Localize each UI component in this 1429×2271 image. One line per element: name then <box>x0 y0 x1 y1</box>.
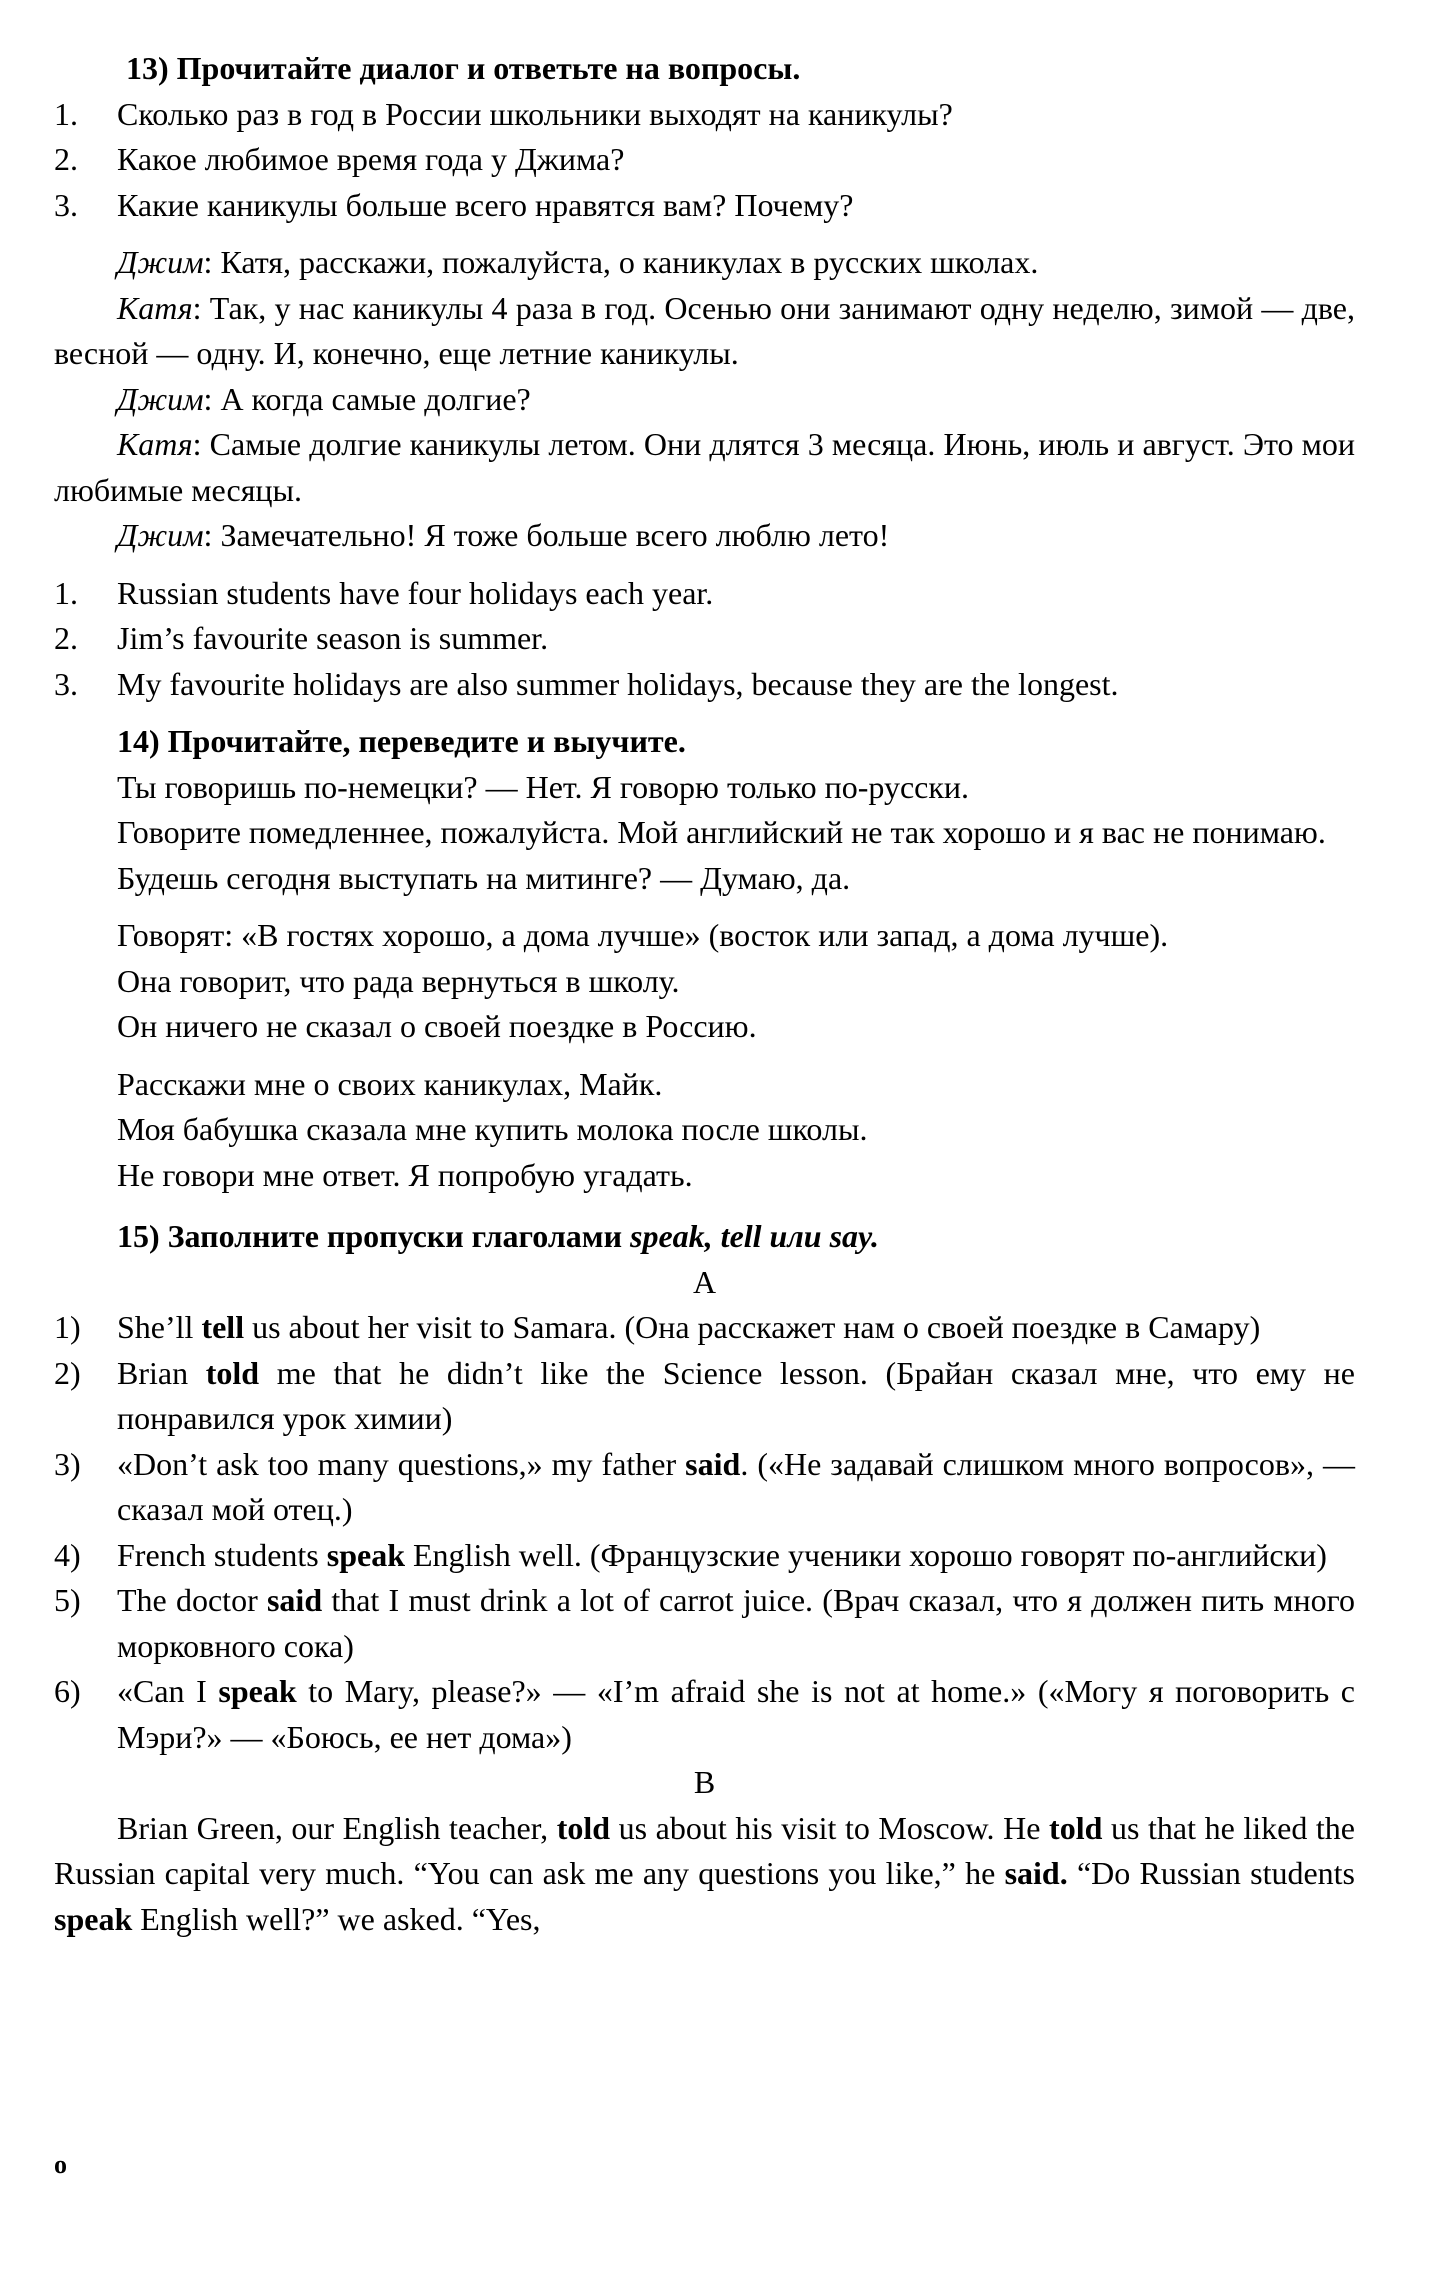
speaker-name: Катя <box>117 426 193 462</box>
bold-answer-word: tell <box>201 1309 245 1345</box>
item-text: Какое любимое время года у Джима? <box>117 141 625 177</box>
fill-in-item <box>54 1442 1355 1533</box>
dialog-line <box>54 377 1355 423</box>
exercise-13-answers <box>54 571 1355 708</box>
sentence: Говорите помедленнее, пожалуйста. Мой английский не так хорошо и я вас не понимаю. <box>117 814 1326 850</box>
dialog-text: : Замечательно! Я тоже больше всего люблю лето! <box>203 517 890 553</box>
fill-in-item <box>54 1533 1355 1579</box>
text-segment: Brian Green, our English teacher, <box>117 1809 557 1846</box>
item-text <box>117 1669 1355 1760</box>
exercise-13-heading: 13) Прочитайте диалог и ответьте на вопросы. <box>126 50 801 86</box>
speaker-name: Джим <box>117 244 204 280</box>
text-segment: English well?” we asked. “Yes, <box>132 1900 541 1937</box>
bold-answer-word: said <box>266 1582 323 1618</box>
item-number: 6) <box>54 1673 81 1709</box>
item-text <box>117 1305 1355 1351</box>
text-segment: French students <box>117 1536 327 1573</box>
item-text: Jim’s favourite season is summer. <box>117 620 549 656</box>
bold-answer-word: told <box>205 1354 260 1391</box>
item-number: 3) <box>54 1445 81 1482</box>
text-segment: She’ll <box>117 1309 202 1345</box>
speaker-name: Катя <box>117 289 193 326</box>
item-number: 2. <box>54 141 78 177</box>
bold-answer-word: told <box>1049 1809 1103 1846</box>
dialog-line <box>54 286 1355 377</box>
exercise-15-items <box>54 1305 1355 1760</box>
item-number: 3. <box>54 665 78 702</box>
item-text: Russian students have four holidays each year. <box>117 574 714 611</box>
question-item <box>54 92 1355 138</box>
text-segment: us about his visit to Moscow. He <box>610 1809 1050 1846</box>
text-segment: “Do Russian students <box>1067 1855 1356 1891</box>
text-segment: «Don’t ask too many questions,» my father <box>117 1445 686 1482</box>
text-segment: English well. (Французские ученики хорошо говорят по-английски) <box>405 1536 1327 1573</box>
bold-answer-word: said. <box>1004 1855 1068 1891</box>
item-number: 4) <box>54 1536 81 1573</box>
text-segment: Brian <box>117 1354 206 1391</box>
text-segment: us that he liked the Russian capital very much. “You can ask me any questions you like,” he <box>54 1809 1356 1891</box>
sentence: Ты говоришь по-немецки? — Нет. Я говорю только по-русски. <box>117 768 970 805</box>
bold-answer-word: speak <box>218 1673 297 1709</box>
sentence: Говорят: «В гостях хорошо, а дома лучше» (восток или запад, а дома лучше). <box>117 917 1169 953</box>
page-marker: о <box>54 2150 67 2179</box>
fill-in-item <box>54 1578 1355 1669</box>
sentence: Он ничего не сказал о своей поездке в Россию. <box>117 1008 757 1044</box>
dialog-text: : Катя, расскажи, пожалуйста, о каникулах в русских школах. <box>203 244 1039 280</box>
item-number: 3. <box>54 186 78 223</box>
item-number: 2. <box>54 620 78 656</box>
bold-answer-word: speak <box>54 1900 133 1937</box>
text-segment: 15) Заполните пропуски глаголами <box>117 1218 631 1254</box>
italic-text: speak, tell или say. <box>630 1218 880 1254</box>
item-text: My favourite holidays are also summer holidays, because they are the longest. <box>117 665 1119 702</box>
item-number: 1) <box>54 1309 81 1345</box>
sentence: Не говори мне ответ. Я попробую угадать. <box>117 1156 693 1193</box>
dialog-line <box>54 422 1355 513</box>
text-segment: . («Не задавай слишком много вопросов», — сказал мой отец.) <box>117 1445 1356 1527</box>
sentence: Моя бабушка сказала мне купить молока после школы. <box>117 1111 868 1147</box>
text-segment: to Mary, please?» — «I’m afraid she is not at home.» («Могу я поговорить с Мэри?» — «Боюсь, ее нет дома») <box>117 1673 1356 1755</box>
part-a-label: А <box>692 1263 717 1300</box>
item-text <box>117 1533 1355 1579</box>
dialog-line <box>54 513 1355 559</box>
item-number: 1. <box>54 95 78 132</box>
dialog-text: : А когда самые долгие? <box>203 380 531 417</box>
exercise-15-heading <box>54 1214 1355 1260</box>
part-b-label: В <box>693 1764 716 1800</box>
dialog-text: : Так, у нас каникулы 4 раза в год. Осенью они занимают одну неделю, зимой — две, весной — одну. И, конечно, еще летние каникулы. <box>54 289 1355 371</box>
bold-answer-word: said <box>685 1445 741 1482</box>
text-segment: The doctor <box>117 1582 267 1618</box>
speaker-name: Джим <box>117 380 204 417</box>
answer-item <box>54 571 1355 617</box>
item-number: 5) <box>54 1582 81 1618</box>
speaker-name: Джим <box>117 517 204 553</box>
item-text: Сколько раз в год в России школьники выходят на каникулы? <box>117 95 953 132</box>
item-text <box>117 1351 1355 1442</box>
answer-item <box>54 662 1355 708</box>
bold-answer-word: told <box>556 1809 611 1846</box>
text-segment: «Can I <box>117 1673 219 1709</box>
fill-in-item <box>54 1669 1355 1760</box>
item-number: 2) <box>54 1354 81 1391</box>
fill-in-item <box>54 1351 1355 1442</box>
textbook-page <box>54 46 1355 1942</box>
item-text <box>117 1578 1355 1669</box>
dialog-line <box>54 240 1355 286</box>
exercise-13-dialog <box>54 240 1355 559</box>
item-text: Какие каникулы больше всего нравятся вам? Почему? <box>117 186 854 223</box>
exercise-14-heading: 14) Прочитайте, переведите и выучите. <box>117 723 686 759</box>
sentence: Расскажи мне о своих каникулах, Майк. <box>117 1065 663 1102</box>
exercise-14-sentences <box>54 765 1355 1199</box>
question-item <box>54 137 1355 183</box>
dialog-text: : Самые долгие каникулы летом. Они длятся 3 месяца. Июнь, июль и август. Это мои любимые месяцы. <box>54 426 1355 508</box>
exercise-15-paragraph <box>54 1806 1355 1943</box>
text-segment: that I must drink a lot of carrot juice. (Врач сказал, что я должен пить много морковного сока) <box>117 1582 1356 1664</box>
answer-item <box>54 616 1355 662</box>
item-number: 1. <box>54 574 78 611</box>
item-text <box>117 1442 1355 1533</box>
question-item <box>54 183 1355 229</box>
sentence: Она говорит, что рада вернуться в школу. <box>117 962 680 999</box>
text-segment: me that he didn’t like the Science lesson. (Брайан сказал мне, что ему не понравился урок химии) <box>117 1354 1356 1436</box>
text-segment: us about her visit to Samara. (Она расскажет нам о своей поездке в Самару) <box>244 1309 1261 1345</box>
bold-answer-word: speak <box>326 1536 405 1573</box>
fill-in-item <box>54 1305 1355 1351</box>
sentence: Будешь сегодня выступать на митинге? — Думаю, да. <box>117 859 851 896</box>
exercise-13-questions <box>54 92 1355 229</box>
